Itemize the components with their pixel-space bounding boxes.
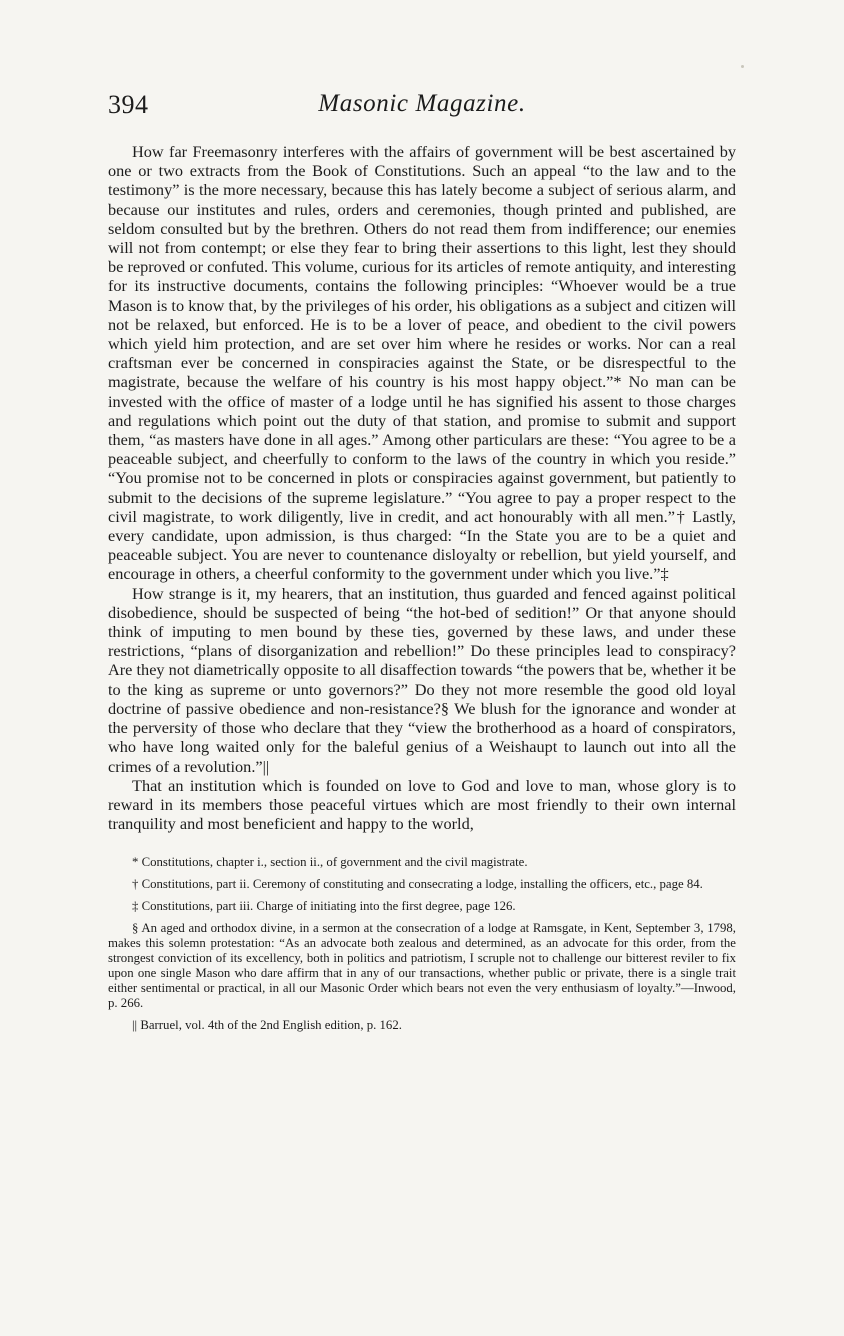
magazine-page <box>108 90 736 1033</box>
footnote-4: § An aged and orthodox divine, in a sermon at the consecration of a lodge at Ramsgate, in Kent, September 3, 1798, makes this solemn protestation: “As an advocate both zealous and determined, as an advocate for this order, from the strongest conviction of its excellency, both in politics and patriotism, I scruple not to challenge our bitterest reviler to fix upon one single Mason who dare affirm that in any of our transactions, whether public or private, there is a single trait either sentimental or practical, in all our Masonic Order which bears not even the very enthusiasm of loyalty.”—Inwood, p. 266. <box>108 921 736 1011</box>
footnote-5: || Barruel, vol. 4th of the 2nd English edition, p. 162. <box>132 1018 402 1033</box>
running-title: Masonic Magazine. <box>318 90 526 117</box>
page-number: 394 <box>108 90 149 119</box>
body-paragraph-1: How far Freemasonry interferes with the affairs of government will be best ascertained by one or two extracts from the Book of Constitutions. Such an appeal “to the law and to the testimony” is the more necessary, because this has lately become a subject of serious alarm, and because our institutes and rules, orders and ceremonies, though printed and published, are seldom consulted but by the brethren. Others do not read them from indifference; our enemies will not from contempt; or else they fear to bring their assertions to this light, lest they should be reproved or confuted. This volume, curious for its articles of remote antiquity, and interesting for its instructive documents, contains the following principles: “Whoever would be a true Mason is to know that, by the privileges of his order, his obligations as a subject and citizen will not be relaxed, but enforced. He is to be a lover of peace, and obedient to the civil powers which yield him protection, and are set over him where he resides or works. Nor can a real craftsman ever be concerned in conspiracies against the State, or be disrespectful to the magistrate, because the welfare of his country is his most happy object.”* No man can be invested with the office of master of a lodge until he has signified his assent to those charges and regulations which point out the duty of that station, and promise to submit and support them, “as masters have done in all ages.” Among other particulars are these: “You agree to be a peaceable subject, and cheerfully to conform to the laws of the country in which you reside.” “You promise not to be concerned in plots or conspiracies against government, but patiently to submit to the decisions of the supreme legislature.” “You agree to pay a proper respect to the civil magistrate, to work diligently, live in credit, and act honourably with all men.”† Lastly, every candidate, upon admission, is thus charged: “In the State you are to be a quiet and peaceable subject. You are never to countenance disloyalty or rebellion, but yield yourself, and encourage in others, a cheerful conformity to the government under which you live.”‡ <box>108 142 736 584</box>
footnote-1: * Constitutions, chapter i., section ii., of government and the civil magistrate. <box>132 855 528 870</box>
footnote-3: ‡ Constitutions, part iii. Charge of initiating into the first degree, page 126. <box>132 899 516 914</box>
body-paragraph-3: That an institution which is founded on love to God and love to man, whose glory is to reward in its members those peaceful virtues which are most friendly to their own internal tranquility and most beneficient and happy to the world, <box>108 775 736 834</box>
article-body <box>108 142 736 833</box>
body-paragraph-2: How strange is it, my hearers, that an institution, thus guarded and fenced against political disobedience, should be suspected of being “the hot-bed of sedition!” Or that anyone should think of imputing to men bound by these ties, governed by these laws, and under these restrictions, “plans of disorganization and rebellion!” Do these principles lead to conspiracy? Are they not diametrically opposite to all disaffection towards “the powers that be, whether it be to the king as supreme or unto governors?” Do they not more resemble the good old loyal doctrine of passive obedience and non-resistance?§ We blush for the ignorance and wonder at the perversity of those who declare that they “view the brotherhood as a hoard of conspirators, who have long waited only for the baleful genius of a Weishaupt to launch out into all the crimes of a revolution.”|| <box>108 583 736 776</box>
page-speck <box>741 65 744 68</box>
footnote-2: † Constitutions, part ii. Ceremony of constituting and consecrating a lodge, installing the officers, etc., page 84. <box>132 877 703 892</box>
page-header <box>108 90 736 126</box>
footnotes <box>108 855 736 1033</box>
